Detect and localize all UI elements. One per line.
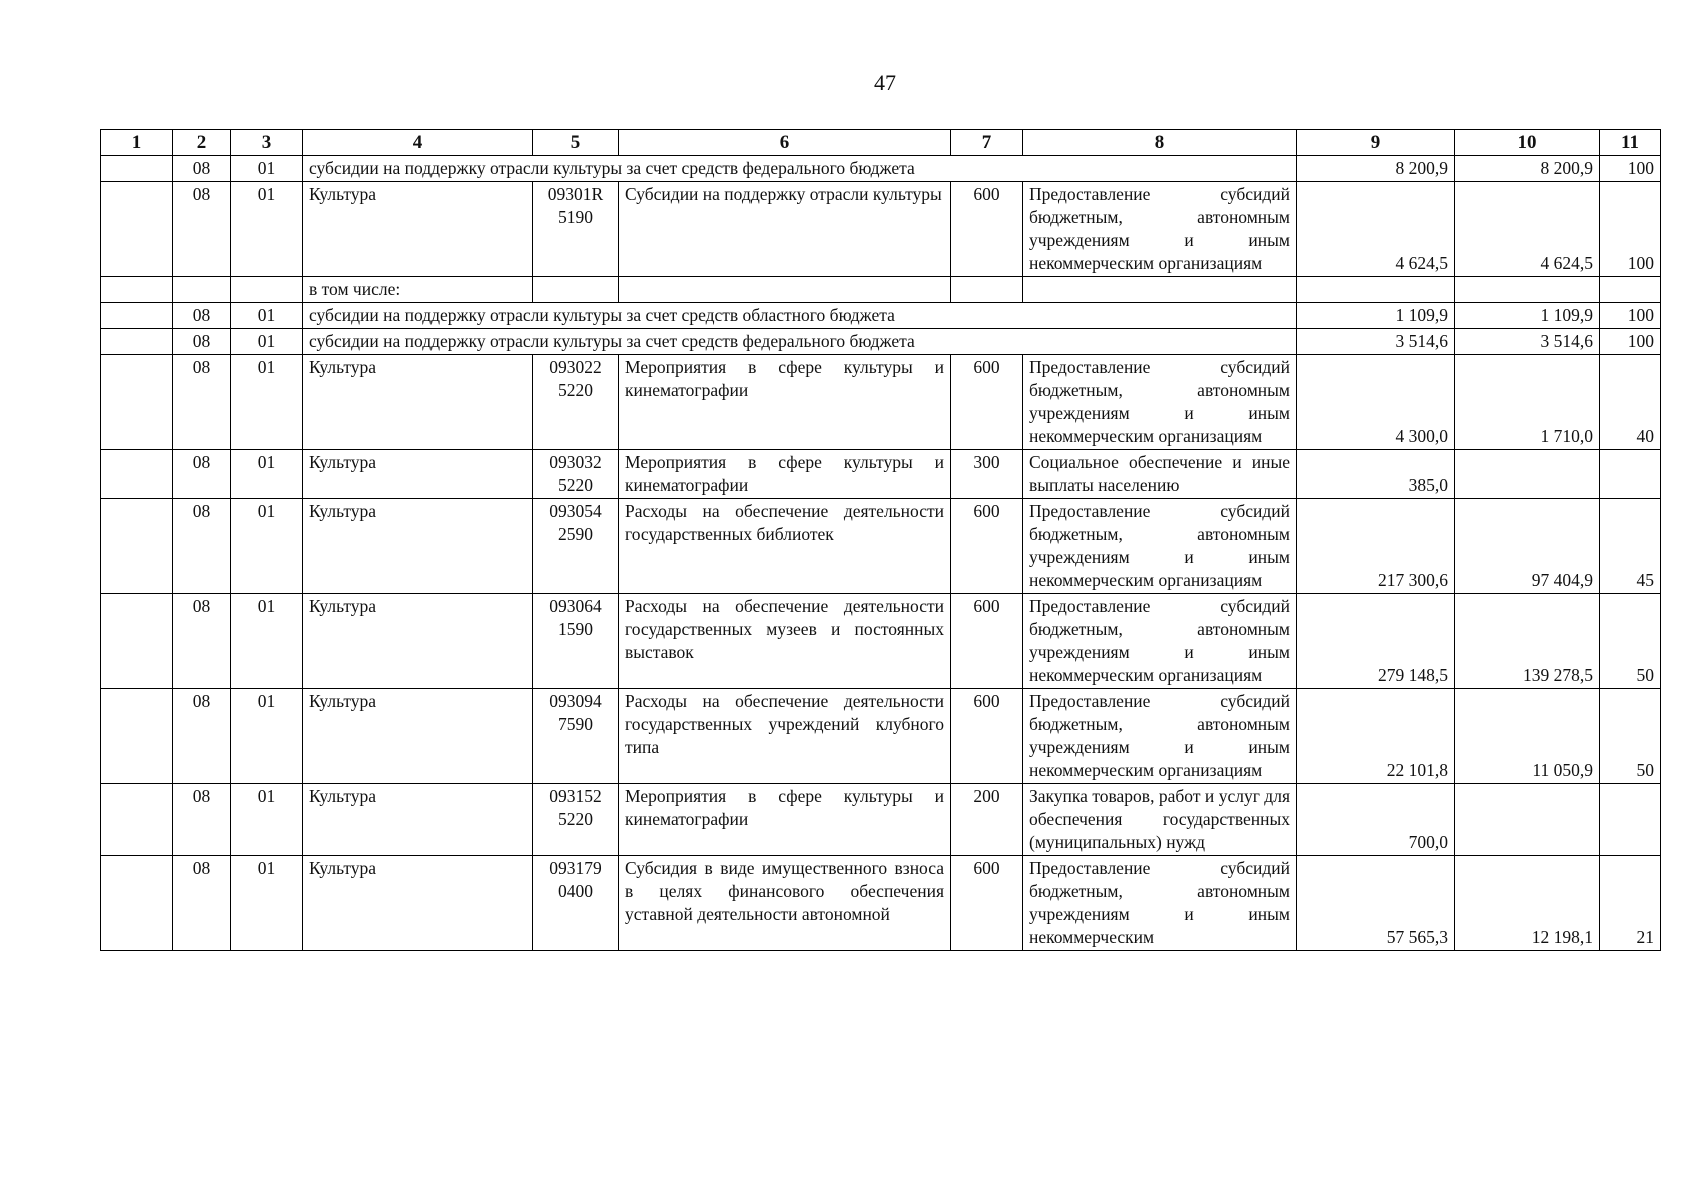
section-code-cell: 08 <box>173 450 231 499</box>
subsection-code-cell: 01 <box>231 303 303 329</box>
expense-type-code-cell: 600 <box>951 594 1023 689</box>
table-row <box>101 182 1661 277</box>
column-header: 10 <box>1455 130 1600 156</box>
column-header: 8 <box>1023 130 1297 156</box>
subsection-code-cell: 01 <box>231 450 303 499</box>
expense-type-name-cell: Закупка товаров, работ и услуг для обеспечения государственных (муниципальных) нужд <box>1023 784 1297 856</box>
cell-empty <box>101 329 173 355</box>
section-name-cell: Культура <box>303 594 533 689</box>
cell-empty <box>173 277 231 303</box>
expense-type-code-cell: 200 <box>951 784 1023 856</box>
expense-description-cell: Субсидия в виде имущественного взноса в целях финансового обеспечения уставной деятельности автономной <box>619 856 951 951</box>
planned-amount-cell: 4 624,5 <box>1297 182 1455 277</box>
expense-type-name-cell: Предоставление субсидий бюджетным, автономным учреждениям и иным некоммерческим <box>1023 856 1297 951</box>
target-article-code-cell: 093094 7590 <box>533 689 619 784</box>
expense-type-name-cell: Предоставление субсидий бюджетным, автономным учреждениям и иным некоммерческим организациям <box>1023 182 1297 277</box>
target-article-code-cell: 093032 5220 <box>533 450 619 499</box>
expense-description-cell: Мероприятия в сфере культуры и кинематографии <box>619 450 951 499</box>
table-row <box>101 329 1661 355</box>
section-code-cell: 08 <box>173 355 231 450</box>
table-row <box>101 156 1661 182</box>
table-row <box>101 355 1661 450</box>
cell-empty <box>101 450 173 499</box>
expense-description-cell: Расходы на обеспечение деятельности государственных музеев и постоянных выставок <box>619 594 951 689</box>
section-name-cell: Культура <box>303 355 533 450</box>
table-row <box>101 689 1661 784</box>
execution-percent-cell: 45 <box>1600 499 1661 594</box>
subsection-code-cell: 01 <box>231 355 303 450</box>
cell-empty <box>101 182 173 277</box>
table-row <box>101 784 1661 856</box>
expense-type-name-cell: Предоставление субсидий бюджетным, автономным учреждениям и иным некоммерческим организациям <box>1023 689 1297 784</box>
section-code-cell: 08 <box>173 303 231 329</box>
column-header: 5 <box>533 130 619 156</box>
planned-amount-cell: 1 109,9 <box>1297 303 1455 329</box>
section-name-cell: Культура <box>303 182 533 277</box>
cell-empty <box>101 784 173 856</box>
expense-type-code-cell: 600 <box>951 856 1023 951</box>
column-header: 2 <box>173 130 231 156</box>
section-code-cell: 08 <box>173 594 231 689</box>
executed-amount-cell: 1 710,0 <box>1455 355 1600 450</box>
target-article-code-cell: 093022 5220 <box>533 355 619 450</box>
cell-empty <box>231 277 303 303</box>
executed-amount-cell: 8 200,9 <box>1455 156 1600 182</box>
planned-amount-cell: 22 101,8 <box>1297 689 1455 784</box>
cell-empty <box>101 689 173 784</box>
subsection-code-cell: 01 <box>231 156 303 182</box>
column-header: 11 <box>1600 130 1661 156</box>
section-name-cell: Культура <box>303 856 533 951</box>
section-name-cell: Культура <box>303 450 533 499</box>
planned-amount-cell: 57 565,3 <box>1297 856 1455 951</box>
executed-amount-cell: 1 109,9 <box>1455 303 1600 329</box>
table-row <box>101 277 1661 303</box>
executed-amount-cell <box>1455 784 1600 856</box>
table-row <box>101 450 1661 499</box>
subsection-code-cell: 01 <box>231 499 303 594</box>
target-article-code-cell: 093152 5220 <box>533 784 619 856</box>
execution-percent-cell: 100 <box>1600 329 1661 355</box>
expense-description-cell: Расходы на обеспечение деятельности государственных учреждений клубного типа <box>619 689 951 784</box>
executed-amount-cell: 139 278,5 <box>1455 594 1600 689</box>
section-code-cell: 08 <box>173 156 231 182</box>
target-article-code-cell: 093054 2590 <box>533 499 619 594</box>
cell-empty <box>101 156 173 182</box>
execution-percent-cell: 100 <box>1600 156 1661 182</box>
executed-amount-cell: 3 514,6 <box>1455 329 1600 355</box>
executed-amount-cell: 97 404,9 <box>1455 499 1600 594</box>
planned-amount-cell: 8 200,9 <box>1297 156 1455 182</box>
section-code-cell: 08 <box>173 182 231 277</box>
cell-empty <box>101 355 173 450</box>
table-row <box>101 303 1661 329</box>
table-row <box>101 856 1661 951</box>
section-name-cell: Культура <box>303 784 533 856</box>
execution-percent-cell: 100 <box>1600 303 1661 329</box>
execution-percent-cell: 50 <box>1600 594 1661 689</box>
cell-empty <box>101 856 173 951</box>
expense-type-name-cell: Социальное обеспечение и иные выплаты населению <box>1023 450 1297 499</box>
cell-empty <box>101 594 173 689</box>
expense-type-name-cell: Предоставление субсидий бюджетным, автономным учреждениям и иным некоммерческим организациям <box>1023 499 1297 594</box>
subsection-code-cell: 01 <box>231 594 303 689</box>
column-header: 4 <box>303 130 533 156</box>
budget-table <box>100 129 1661 951</box>
section-name-cell: Культура <box>303 689 533 784</box>
target-article-code-cell: 09301R 5190 <box>533 182 619 277</box>
subsection-code-cell: 01 <box>231 784 303 856</box>
subsidy-source-label: субсидии на поддержку отрасли культуры за счет средств федерального бюджета <box>303 329 1297 355</box>
planned-amount-cell: 279 148,5 <box>1297 594 1455 689</box>
execution-percent-cell: 100 <box>1600 182 1661 277</box>
cell-empty <box>101 277 173 303</box>
planned-amount-cell: 700,0 <box>1297 784 1455 856</box>
planned-amount-cell: 3 514,6 <box>1297 329 1455 355</box>
subsection-code-cell: 01 <box>231 329 303 355</box>
execution-percent-cell <box>1600 450 1661 499</box>
cell-empty <box>533 277 619 303</box>
expense-type-code-cell: 600 <box>951 499 1023 594</box>
executed-amount-cell <box>1455 450 1600 499</box>
executed-amount-cell: 11 050,9 <box>1455 689 1600 784</box>
execution-percent-cell: 40 <box>1600 355 1661 450</box>
subsidy-source-label: субсидии на поддержку отрасли культуры за счет средств федерального бюджета <box>303 156 1297 182</box>
cell-empty <box>1023 277 1297 303</box>
cell-empty <box>101 499 173 594</box>
column-number-header <box>101 130 1661 156</box>
table-body <box>101 156 1661 951</box>
section-code-cell: 08 <box>173 784 231 856</box>
section-code-cell: 08 <box>173 329 231 355</box>
subsection-code-cell: 01 <box>231 689 303 784</box>
including-note-cell: в том числе: <box>303 277 533 303</box>
target-article-code-cell: 093179 0400 <box>533 856 619 951</box>
execution-percent-cell <box>1600 784 1661 856</box>
target-article-code-cell: 093064 1590 <box>533 594 619 689</box>
section-name-cell: Культура <box>303 499 533 594</box>
expense-type-code-cell: 600 <box>951 182 1023 277</box>
executed-amount-cell: 12 198,1 <box>1455 856 1600 951</box>
cell-empty <box>951 277 1023 303</box>
table-row <box>101 594 1661 689</box>
executed-amount-cell: 4 624,5 <box>1455 182 1600 277</box>
section-code-cell: 08 <box>173 689 231 784</box>
planned-amount-cell: 385,0 <box>1297 450 1455 499</box>
column-header: 6 <box>619 130 951 156</box>
page-number: 47 <box>874 70 896 95</box>
expense-description-cell: Мероприятия в сфере культуры и кинематографии <box>619 784 951 856</box>
subsection-code-cell: 01 <box>231 182 303 277</box>
expense-type-name-cell: Предоставление субсидий бюджетным, автономным учреждениям и иным некоммерческим организациям <box>1023 594 1297 689</box>
subsection-code-cell: 01 <box>231 856 303 951</box>
column-header: 9 <box>1297 130 1455 156</box>
cell-empty <box>1297 277 1455 303</box>
expense-type-name-cell: Предоставление субсидий бюджетным, автономным учреждениям и иным некоммерческим организациям <box>1023 355 1297 450</box>
expense-description-cell: Мероприятия в сфере культуры и кинематографии <box>619 355 951 450</box>
cell-empty <box>1455 277 1600 303</box>
expense-description-cell: Расходы на обеспечение деятельности государственных библиотек <box>619 499 951 594</box>
expense-type-code-cell: 300 <box>951 450 1023 499</box>
column-header: 1 <box>101 130 173 156</box>
cell-empty <box>619 277 951 303</box>
planned-amount-cell: 217 300,6 <box>1297 499 1455 594</box>
table-row <box>101 499 1661 594</box>
cell-empty <box>1600 277 1661 303</box>
planned-amount-cell: 4 300,0 <box>1297 355 1455 450</box>
column-header: 3 <box>231 130 303 156</box>
subsidy-source-label: субсидии на поддержку отрасли культуры за счет средств областного бюджета <box>303 303 1297 329</box>
expense-type-code-cell: 600 <box>951 689 1023 784</box>
expense-type-code-cell: 600 <box>951 355 1023 450</box>
execution-percent-cell: 50 <box>1600 689 1661 784</box>
column-header: 7 <box>951 130 1023 156</box>
execution-percent-cell: 21 <box>1600 856 1661 951</box>
cell-empty <box>101 303 173 329</box>
section-code-cell: 08 <box>173 856 231 951</box>
section-code-cell: 08 <box>173 499 231 594</box>
expense-description-cell: Субсидии на поддержку отрасли культуры <box>619 182 951 277</box>
